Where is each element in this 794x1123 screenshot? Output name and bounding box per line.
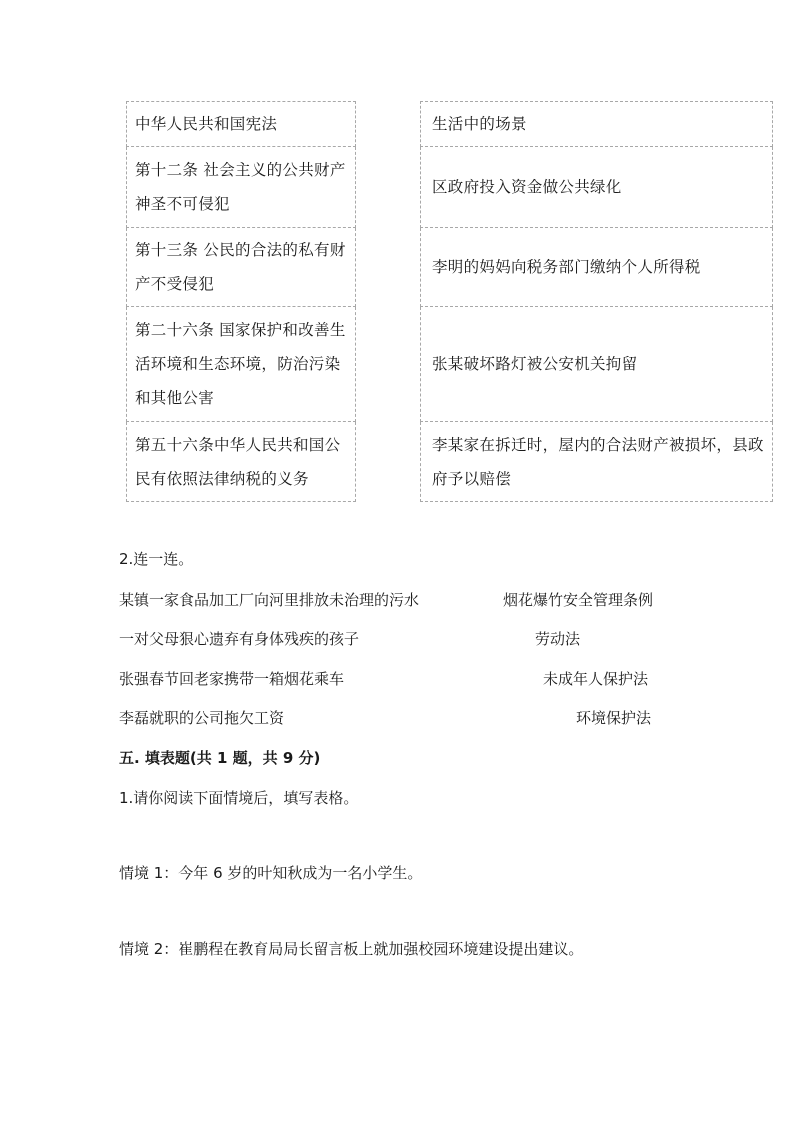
scenes-table <box>420 101 773 502</box>
match-right-item: 烟花爆竹安全管理条例 <box>503 591 654 609</box>
match-left-item: 某镇一家食品加工厂向河里排放未治理的污水 <box>119 591 420 609</box>
match-right-item: 环境保护法 <box>576 709 652 727</box>
scene-cell: 张某破坏路灯被公安机关拘留 <box>421 307 773 422</box>
match-right-item: 劳动法 <box>535 630 581 648</box>
scenario-text: 情境 2：崔鹏程在教育局局长留言板上就加强校园环境建设提出建议。 <box>119 940 584 958</box>
match-right-item: 未成年人保护法 <box>543 670 649 688</box>
scenario-text: 情境 1：今年 6 岁的叶知秋成为一名小学生。 <box>119 864 423 882</box>
match-left-item: 一对父母狠心遗弃有身体残疾的孩子 <box>119 630 360 648</box>
question-text: 1.请你阅读下面情境后，填写表格。 <box>119 789 359 807</box>
constitution-table <box>126 101 356 502</box>
match-left-item: 李磊就职的公司拖欠工资 <box>119 709 285 727</box>
scene-cell: 李某家在拆迁时，屋内的合法财产被损坏，县政府予以赔偿 <box>421 422 773 502</box>
article-cell: 第五十六条中华人民共和国公民有依照法律纳税的义务 <box>127 422 356 502</box>
scene-cell: 区政府投入资金做公共绿化 <box>421 147 773 228</box>
constitution-header: 中华人民共和国宪法 <box>127 102 356 147</box>
article-cell: 第十二条 社会主义的公共财产神圣不可侵犯 <box>127 147 356 228</box>
scene-cell: 李明的妈妈向税务部门缴纳个人所得税 <box>421 228 773 307</box>
section-heading: 五. 填表题(共 1 题，共 9 分) <box>119 749 321 767</box>
match-left-item: 张强春节回老家携带一箱烟花乘车 <box>119 670 345 688</box>
scenes-header: 生活中的场景 <box>421 102 773 147</box>
article-cell: 第十三条 公民的合法的私有财产不受侵犯 <box>127 228 356 307</box>
q2-title: 2.连一连。 <box>119 550 194 568</box>
article-cell: 第二十六条 国家保护和改善生活环境和生态环境，防治污染和其他公害 <box>127 307 356 422</box>
